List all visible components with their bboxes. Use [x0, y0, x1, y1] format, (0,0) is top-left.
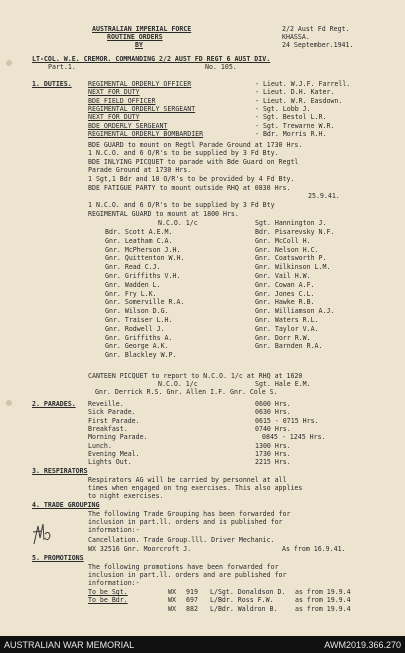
punch-hole [6, 400, 12, 406]
duty-role: REGIMENTAL ORDERLY SERGEANT [88, 104, 196, 113]
picquet-line-1: BDE INLYING PICQUET to parade with Bde Guard on Regtl [88, 158, 299, 166]
guard-member: Gnr. Griffiths V.H. [105, 272, 181, 280]
respirators-line: to night exercises. [88, 492, 164, 500]
guard-member: Gnr. Fry L.K. [105, 289, 157, 298]
section-heading-trade: 4. TRADE GROUPING [32, 501, 100, 509]
parade-time: 0615 - 0715 Hrs. [255, 416, 319, 425]
promotions-line: information:- [88, 579, 140, 587]
respirators-line: times when engaged on tng exercises. This also applies [88, 484, 303, 492]
regimental-guard-line: REGIMENTAL GUARD to mount at 1800 Hrs. [88, 210, 239, 218]
parade-time: 0630 Hrs. [255, 408, 291, 417]
parade-label: First Parade. [88, 416, 140, 425]
parade-time: 0740 Hrs. [255, 424, 291, 433]
parade-time: 0600 Hrs. [255, 400, 291, 408]
guard-member: Gnr. McPherson J.H. [105, 245, 181, 254]
duty-officer-name: - Sgt. Trewarne W.R. [255, 121, 335, 130]
guard-member: Gnr. Quittenton W.H. [105, 254, 185, 263]
parade-time: 0845 - 1245 Hrs. [262, 433, 326, 442]
duty-officer-name: - Bdr. Morris R.H. [255, 129, 327, 138]
order-date: 24 September.1941. [282, 41, 354, 49]
guard-member: Gnr. George A.K. [105, 342, 169, 351]
trade-entry-date: As from 16.9.41. [282, 545, 346, 553]
guard-member: Gnr. Waters R.L. [255, 316, 319, 324]
guard-member: Gnr. Vail H.W. [255, 272, 311, 280]
trade-line: information:- [88, 526, 140, 534]
parade-time: 1300 Hrs. [255, 441, 291, 450]
picquet-line-3: 1 Sgt,1 Bdr and 10 O/R's to be provided by 4 Fd Bty. [88, 175, 295, 183]
promotion-date: as from 19.9.4 [295, 596, 351, 605]
parade-label: Morning Parade. [88, 433, 148, 442]
orders-by: BY [135, 41, 143, 49]
archive-reference: AWM2019.366.270 [324, 640, 401, 650]
trade-line: The following Trade Grouping has been forwarded for [88, 510, 291, 518]
org-heading: AUSTRALIAN IMPERIAL FORCE [92, 25, 192, 33]
section-heading-respirators: 3. RESPIRATORS [32, 467, 88, 475]
part-label: Part.1. [48, 63, 76, 71]
canteen-picquet-line: CANTEEN PICQUET to report to N.C.O. 1/c at RHQ at 1620 [88, 372, 303, 380]
guard-member: Gnr. Traiser L.H. [105, 316, 173, 324]
guard-member: Gnr. Griffiths A. [105, 333, 173, 342]
guard-member: Gnr. Nelson H.C. [255, 245, 319, 254]
canteen-members: Gnr. Derrick R.S. Gnr. Allen I.F. Gnr. Cole S. [95, 388, 278, 396]
promotion-number: 919 [186, 588, 198, 596]
promotion-date: as from 19.9.4 [295, 604, 351, 613]
parade-label: Evening Meal. [88, 449, 140, 458]
trade-line: inclusion in part.ll. orders and is published for [88, 518, 283, 526]
parade-label: Sick Parade. [88, 408, 136, 417]
promotion-prefix: WX [168, 596, 176, 605]
parade-label: Lights Out. [88, 458, 132, 467]
parade-time: 2215 Hrs. [255, 458, 291, 467]
duty-role: REGIMENTAL ORDERLY OFFICER [88, 80, 192, 88]
guard-member: Gnr. Somerville R.A. [105, 298, 185, 307]
guard-nco-heading: N.C.O. 1/c [158, 219, 198, 227]
promotion-date: as from 19.9.4 [295, 588, 351, 596]
handwritten-signature-icon [30, 520, 54, 548]
promotion-name: L/Bdr. Waldron B. [210, 604, 278, 613]
guard-member: Gnr. Read C.J. [105, 263, 161, 272]
guard-member: Gnr. Leatham C.A. [105, 236, 173, 245]
fatigue-line-1: BDE FATIGUE PARTY to mount outside RHQ at 0830 Hrs. [88, 184, 291, 192]
unit-name: 2/2 Aust Fd Regt. [282, 25, 350, 33]
archive-name: AUSTRALIAN WAR MEMORIAL [4, 640, 135, 650]
canteen-nco-heading: N.C.O. 1/c [158, 380, 198, 388]
guard-member: Gnr. Hawke R.B. [255, 298, 315, 307]
duty-officer-name: - Lieut. D.H. Kater. [255, 88, 335, 97]
guard-member: Gnr. Wadden L. [105, 280, 161, 289]
parade-label: Reveille. [88, 400, 124, 408]
promotion-name: L/Bdr. Ross F.W. [210, 596, 274, 605]
guard-member: Bdr. Pisarevsky N.F. [255, 228, 335, 236]
trade-entry: WX 32516 Gnr. Moorcroft J. [88, 545, 192, 553]
commander-line: LT-COL. W.E. CREMOR. COMMANDING 2/2 AUST FD REGT 6 AUST DIV. [32, 55, 271, 63]
guard-member: Gnr. McColl H. [255, 236, 311, 245]
duty-officer-name: - Lieut. W.R. Easdown. [255, 96, 343, 105]
promotion-number: 882 [186, 604, 198, 613]
section-heading-duties: 1. DUTIES. [32, 80, 72, 88]
promotion-prefix: WX [168, 604, 176, 613]
section-heading-parades: 2. PARADES. [32, 400, 76, 408]
promotions-line: The following promotions have been forwarded for [88, 563, 279, 571]
duty-role: BDE FIELD OFFICER [88, 96, 156, 105]
bde-guard-nco: 1 N.C.O. and 6 O/R's to be supplied by 3 Fd Bty. [88, 149, 279, 157]
guard-member: Gnr. Rodwell J. [105, 324, 165, 333]
orders-title: ROUTINE ORDERS [107, 33, 163, 41]
guard-member: Gnr. Jones C.L. [255, 289, 315, 298]
promotions-line: inclusion in part.ll. orders and are published for [88, 571, 287, 579]
guard-member: Bdr. Scott A.E.M. [105, 228, 173, 236]
location: KHASSA. [282, 33, 310, 41]
canteen-nco-name: Sgt. Hale E.M. [255, 380, 311, 388]
guard-nco-name: Sgt. Hannington J. [255, 219, 327, 227]
guard-member: Gnr. Williamson A.J. [255, 307, 335, 316]
archive-footer [0, 636, 405, 653]
guard-member: Gnr. Taylor V.A. [255, 324, 319, 333]
trade-cancellation: Cancellation. Trade Group.lll. Driver Mechanic. [88, 536, 275, 544]
parade-label: Lunch. [88, 441, 112, 450]
promotion-name: L/Sgt. Donaldson D. [210, 588, 286, 596]
punch-hole [6, 60, 12, 66]
guard-member: Gnr. Barnden R.A. [255, 342, 323, 351]
section-heading-promotions: 5. PROMOTIONS [32, 554, 84, 562]
parade-label: Breakfast. [88, 424, 128, 433]
duty-role: NEXT FOR DUTY [88, 88, 140, 97]
duty-officer-name: - Lieut. W.J.F. Farrell. [255, 80, 351, 88]
guard-member: Gnr. Wilson D.G. [105, 307, 169, 316]
respirators-line: Respirators AG will be carried by personnel at all [88, 476, 287, 484]
guard-member: Gnr. Dorr R.W. [255, 333, 311, 342]
promotion-prefix: WX [168, 588, 176, 596]
duty-officer-name: - Sgt. Bestol L.R. [255, 113, 327, 122]
duty-role: BDE ORDERLY SERGEANT [88, 121, 168, 130]
guard-member: Gnr. Cowan A.F. [255, 280, 315, 289]
guard-member: Gnr. Wilkinson L.M. [255, 263, 331, 272]
duty-role: REGIMENTAL ORDERLY BOMBARDIER [88, 129, 204, 138]
promotion-rank: To be Bdr. [88, 596, 128, 605]
fatigue-date: 25.9.41. [308, 192, 340, 200]
order-number: No. 105. [205, 63, 237, 71]
guard-member: Gnr. Blackley W.P. [105, 351, 177, 360]
bde-guard-line: BDE GUARD to mount on Regtl Parade Ground at 1730 Hrs. [88, 141, 303, 149]
promotion-rank: To be Sgt. [88, 588, 128, 596]
fatigue-line-2: 1 N.C.O. and 6 O/R's to be supplied by 3 Fd Bty [88, 201, 275, 209]
promotion-number: 697 [186, 596, 198, 605]
guard-member: Gnr. Coatsworth P. [255, 254, 327, 263]
duty-officer-name: - Sgt. Lobb J. [255, 104, 311, 113]
duty-role: NEXT FOR DUTY [88, 113, 140, 122]
parade-time: 1730 Hrs. [255, 449, 291, 458]
picquet-line-2: Parade Ground at 1730 Hrs. [88, 166, 192, 174]
